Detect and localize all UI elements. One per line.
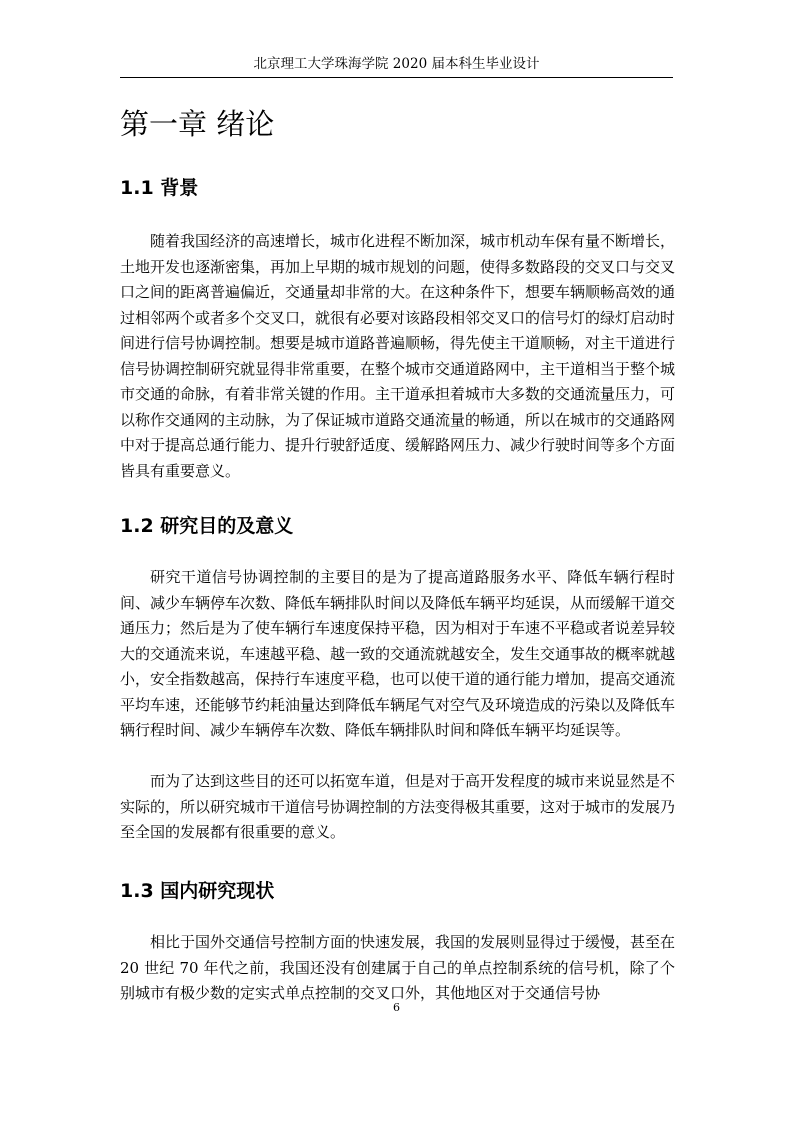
running-header: 北京理工大学珠海学院 2020 届本科生毕业设计: [253, 56, 540, 72]
header-rule: [120, 77, 673, 78]
paragraph-background: 随着我国经济的高速增长，城市化进程不断加深，城市机动车保有量不断增长，土地开发也逐渐密集，再加上早期的城市规划的问题，使得多数路段的交叉口与交叉口之间的距离普遍偏近，交通量却非常的大。在这种条件下，想要车辆顺畅高效的通过相邻两个或者多个交叉口，就很有必要对该路段相邻交叉口的信号灯的绿灯启动时间进行信号协调控制。想要是城市道路普遍顺畅，得先使主干道顺畅，对主干道进行信号协调控制研究就显得非常重要，在整个城市交通道路网中，主干道相当于整个城市交通的命脉，有着非常关键的作用。主干道承担着城市大多数的交通流量压力，可以称作交通网的主动脉，为了保证城市道路交通流量的畅通，所以在城市的交通路网中对于提高总通行能力、提升行驶舒适度、缓解路网压力、减少行驶时间等多个方面皆具有重要意义。: [120, 232, 676, 480]
section-heading-domestic-status: 1.3 国内研究现状: [120, 880, 275, 902]
section-heading-background: 1.1 背景: [120, 177, 199, 199]
paragraph-purpose-2: 而为了达到这些目的还可以拓宽车道，但是对于高开发程度的城市来说显然是不实际的，所以研究城市干道信号协调控制的方法变得极其重要，这对于城市的发展乃至全国的发展都有很重要的意义。: [120, 772, 676, 841]
paragraph-domestic-status: 相比于国外交通信号控制方面的快速发展，我国的发展则显得过于缓慢，甚至在 20 世纪 70 年代之前，我国还没有创建属于自己的单点控制系统的信号机，除了个别城市有极少数的定实式单点控制的交叉口外，其他地区对于交通信号协: [120, 933, 676, 1002]
paragraph-purpose-1: 研究干道信号协调控制的主要目的是为了提高道路服务水平、降低车辆行程时间、减少车辆停车次数、降低车辆排队时间以及降低车辆平均延误，从而缓解干道交通压力；然后是为了使车辆行车速度保持平稳，因为相对于车速不平稳或者说差异较大的交通流来说，车速越平稳、越一致的交通流就越安全，发生交通事故的概率就越小，安全指数越高，保持行车速度平稳，也可以使干道的通行能力增加，提高交通流平均车速，还能够节约耗油量达到降低车辆尾气对空气及环境造成的污染以及降低车辆行程时间、减少车辆停车次数、降低车辆排队时间和降低车辆平均延误等。: [120, 568, 676, 739]
section-heading-purpose: 1.2 研究目的及意义: [120, 515, 294, 537]
page-number: 6: [393, 1001, 400, 1014]
chapter-title: 第一章 绪论: [120, 107, 275, 141]
